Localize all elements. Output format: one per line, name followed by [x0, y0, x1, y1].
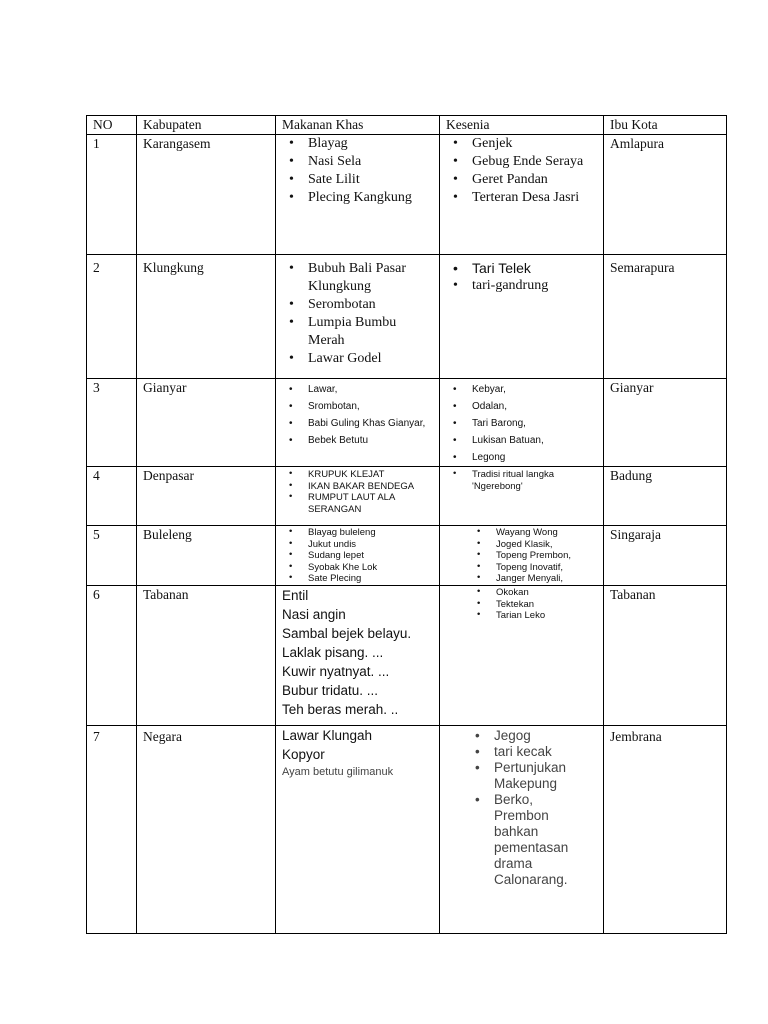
list-item: • Tektekan [496, 599, 597, 611]
row-makanan [276, 586, 440, 726]
list-item: • Kebyar, [472, 381, 597, 398]
kesenia-list [446, 469, 597, 492]
list-item: • Lawar, [308, 381, 433, 398]
list-item: • Tari Barong, [472, 415, 597, 432]
list-item: Sambal bejek belayu. [282, 626, 412, 641]
list-item: • Tarian Leko [496, 610, 597, 622]
list-item: • Srombotan, [308, 398, 433, 415]
list-item: • Odalan, [472, 398, 597, 415]
list-item: Lawar Klungah [282, 728, 373, 743]
list-item: • Wayang Wong [496, 527, 597, 539]
header-no: NO [87, 116, 137, 135]
row-ibu-kota: Jembrana [604, 726, 727, 934]
list-item: Kuwir nyatnyat. ... [282, 664, 390, 679]
table-row [87, 135, 727, 255]
list-item: • Terteran Desa Jasri [472, 189, 597, 207]
row-kabupaten: Gianyar [137, 379, 276, 467]
list-item: • Blayag buleleng [308, 527, 433, 539]
row-kesenia [440, 726, 604, 934]
list-item: • RUMPUT LAUT ALA SERANGAN [308, 492, 433, 515]
row-kabupaten: Buleleng [137, 526, 276, 586]
list-item: Ayam betutu gilimanuk [282, 766, 394, 778]
row-kesenia [440, 586, 604, 726]
list-item: • tari-gandrung [472, 277, 597, 295]
table-row [87, 586, 727, 726]
makanan-list [282, 260, 433, 368]
list-item: • Geret Pandan [472, 171, 597, 189]
header-kabupaten: Kabupaten [137, 116, 276, 135]
makanan-list [282, 586, 433, 719]
list-item: • Tradisi ritual langka 'Ngerebong' [472, 469, 597, 492]
list-item: • Serombotan [308, 296, 433, 314]
row-makanan [276, 379, 440, 467]
row-kesenia [440, 379, 604, 467]
row-no: 5 [87, 526, 137, 586]
list-item: • Genjek [472, 135, 597, 153]
row-ibu-kota: Semarapura [604, 255, 727, 379]
row-kesenia [440, 255, 604, 379]
list-item: • Joged Klasik, [496, 539, 597, 551]
list-item: • Sate Lilit [308, 171, 433, 189]
kesenia-list [470, 527, 597, 585]
kesenia-list [446, 381, 597, 466]
row-no: 6 [87, 586, 137, 726]
kabupaten-table [86, 115, 727, 934]
row-no: 3 [87, 379, 137, 467]
table-row [87, 255, 727, 379]
list-item: • Pertunjukan Makepung [494, 760, 597, 792]
list-item: Bubur tridatu. ... [282, 683, 379, 698]
row-kesenia [440, 135, 604, 255]
list-item: • Topeng Inovatif, [496, 562, 597, 574]
list-item: • Lukisan Batuan, [472, 432, 597, 449]
list-item: • Tari Telek [472, 259, 597, 277]
list-item: • Legong [472, 449, 597, 466]
row-no: 7 [87, 726, 137, 934]
list-item: Teh beras merah. .. [282, 702, 399, 717]
row-kabupaten: Denpasar [137, 467, 276, 526]
row-ibu-kota: Badung [604, 467, 727, 526]
header-makanan: Makanan Khas [276, 116, 440, 135]
row-no: 2 [87, 255, 137, 379]
row-makanan [276, 526, 440, 586]
row-makanan [276, 135, 440, 255]
list-item: • Gebug Ende Seraya [472, 153, 597, 171]
list-item: • Sudang lepet [308, 550, 433, 562]
row-makanan [276, 467, 440, 526]
list-item: • Janger Menyali, [496, 573, 597, 585]
list-item: • Berko, Prembon bahkan pementasan drama Calonarang. [494, 792, 580, 888]
list-item: • Syobak Khe Lok [308, 562, 433, 574]
makanan-list [282, 726, 433, 781]
table-row [87, 379, 727, 467]
kesenia-list [446, 135, 597, 207]
list-item: • tari kecak [494, 744, 597, 760]
row-kabupaten: Negara [137, 726, 276, 934]
list-item: Entil [282, 588, 309, 603]
list-item: • Topeng Prembon, [496, 550, 597, 562]
row-makanan [276, 726, 440, 934]
list-item: • Babi Guling Khas Gianyar, [308, 415, 433, 432]
kesenia-list [446, 259, 597, 295]
row-kabupaten: Karangasem [137, 135, 276, 255]
list-item: • Blayag [308, 135, 433, 153]
list-item: • Lawar Godel [308, 350, 433, 368]
row-kesenia [440, 526, 604, 586]
list-item: • KRUPUK KLEJAT [308, 469, 433, 481]
list-item: • Sate Plecing [308, 573, 433, 585]
makanan-list [282, 469, 433, 515]
list-item: • Bubuh Bali Pasar Klungkung [308, 260, 433, 296]
list-item: Laklak pisang. ... [282, 645, 384, 660]
header-row [87, 116, 727, 135]
kesenia-list [468, 728, 597, 888]
list-item: • IKAN BAKAR BENDEGA [308, 481, 433, 493]
list-item: • Okokan [496, 587, 597, 599]
list-item: • Jegog [494, 728, 597, 744]
list-item: • Plecing Kangkung [308, 189, 433, 207]
row-no: 4 [87, 467, 137, 526]
table-row [87, 467, 727, 526]
row-kesenia [440, 467, 604, 526]
list-item: • Jukut undis [308, 539, 433, 551]
row-makanan [276, 255, 440, 379]
makanan-list [282, 381, 433, 449]
row-ibu-kota: Singaraja [604, 526, 727, 586]
row-kabupaten: Klungkung [137, 255, 276, 379]
makanan-list [282, 135, 433, 207]
row-ibu-kota: Tabanan [604, 586, 727, 726]
table-row [87, 726, 727, 934]
row-ibu-kota: Amlapura [604, 135, 727, 255]
row-kabupaten: Tabanan [137, 586, 276, 726]
list-item: • Bebek Betutu [308, 432, 433, 449]
kesenia-list [470, 587, 597, 622]
makanan-list [282, 527, 433, 585]
row-no: 1 [87, 135, 137, 255]
list-item: • Nasi Sela [308, 153, 433, 171]
list-item: Kopyor [282, 747, 325, 762]
list-item: • Lumpia Bumbu Merah [308, 314, 433, 350]
header-ibu-kota: Ibu Kota [604, 116, 727, 135]
table-row [87, 526, 727, 586]
row-ibu-kota: Gianyar [604, 379, 727, 467]
header-kesenia: Kesenia [440, 116, 604, 135]
list-item: Nasi angin [282, 607, 346, 622]
